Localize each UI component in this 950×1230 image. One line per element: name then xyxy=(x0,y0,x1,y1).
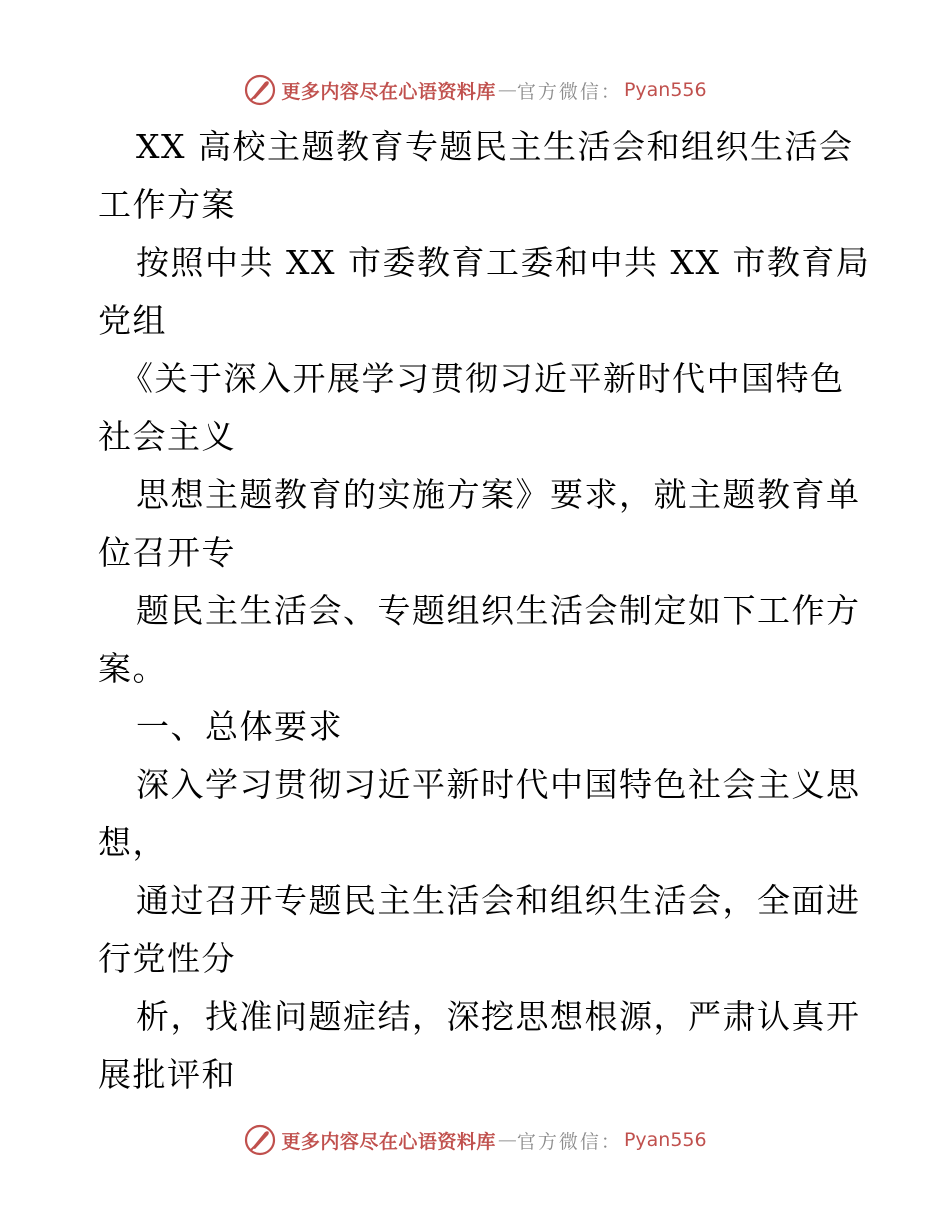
footer-watermark xyxy=(0,1120,950,1160)
header-watermark xyxy=(0,70,950,110)
paragraph-line: 案。 xyxy=(98,649,167,688)
watermark-official-label: 官方微信： xyxy=(516,80,622,103)
paragraph-line: 展批评和 xyxy=(98,1055,236,1094)
watermark-dash: — xyxy=(497,79,515,101)
document-title-line-1: XX 高校主题教育专题民主生活会和组织生活会 xyxy=(136,127,854,166)
document-body xyxy=(98,118,871,1104)
watermark-official-label: 官方微信： xyxy=(516,1130,622,1153)
paragraph-line: 行党性分 xyxy=(98,939,236,978)
watermark-main-text: 更多内容尽在心语资料库 xyxy=(281,1130,496,1153)
watermark-dash: — xyxy=(497,1129,515,1151)
paragraph-line: 《关于深入开展学习贯彻习近平新时代中国特色 xyxy=(120,359,845,398)
paragraph-line: 想， xyxy=(98,823,167,862)
feather-pen-circle-icon xyxy=(243,73,277,107)
watermark-main-text: 更多内容尽在心语资料库 xyxy=(281,80,496,103)
paragraph-line: 社会主义 xyxy=(98,417,236,456)
feather-pen-circle-icon xyxy=(243,1123,277,1157)
paragraph-line: 通过召开专题民主生活会和组织生活会，全面进 xyxy=(136,881,861,920)
paragraph-line: 位召开专 xyxy=(98,533,236,572)
paragraph-line: 党组 xyxy=(98,301,167,340)
paragraph-line: 析，找准问题症结，深挖思想根源，严肃认真开 xyxy=(136,997,861,1036)
paragraph-line: 按照中共 XX 市委教育工委和中共 XX 市教育局 xyxy=(136,243,871,282)
paragraph-line: 深入学习贯彻习近平新时代中国特色社会主义思 xyxy=(136,765,861,804)
watermark-wechat-id: Pyan556 xyxy=(623,1129,707,1151)
paragraph-line: 题民主生活会、专题组织生活会制定如下工作方 xyxy=(136,591,861,630)
section-heading: 一、总体要求 xyxy=(136,707,343,746)
paragraph-line: 思想主题教育的实施方案》要求，就主题教育单 xyxy=(136,475,861,514)
watermark-wechat-id: Pyan556 xyxy=(623,79,707,101)
document-title-line-2: 工作方案 xyxy=(98,185,236,224)
